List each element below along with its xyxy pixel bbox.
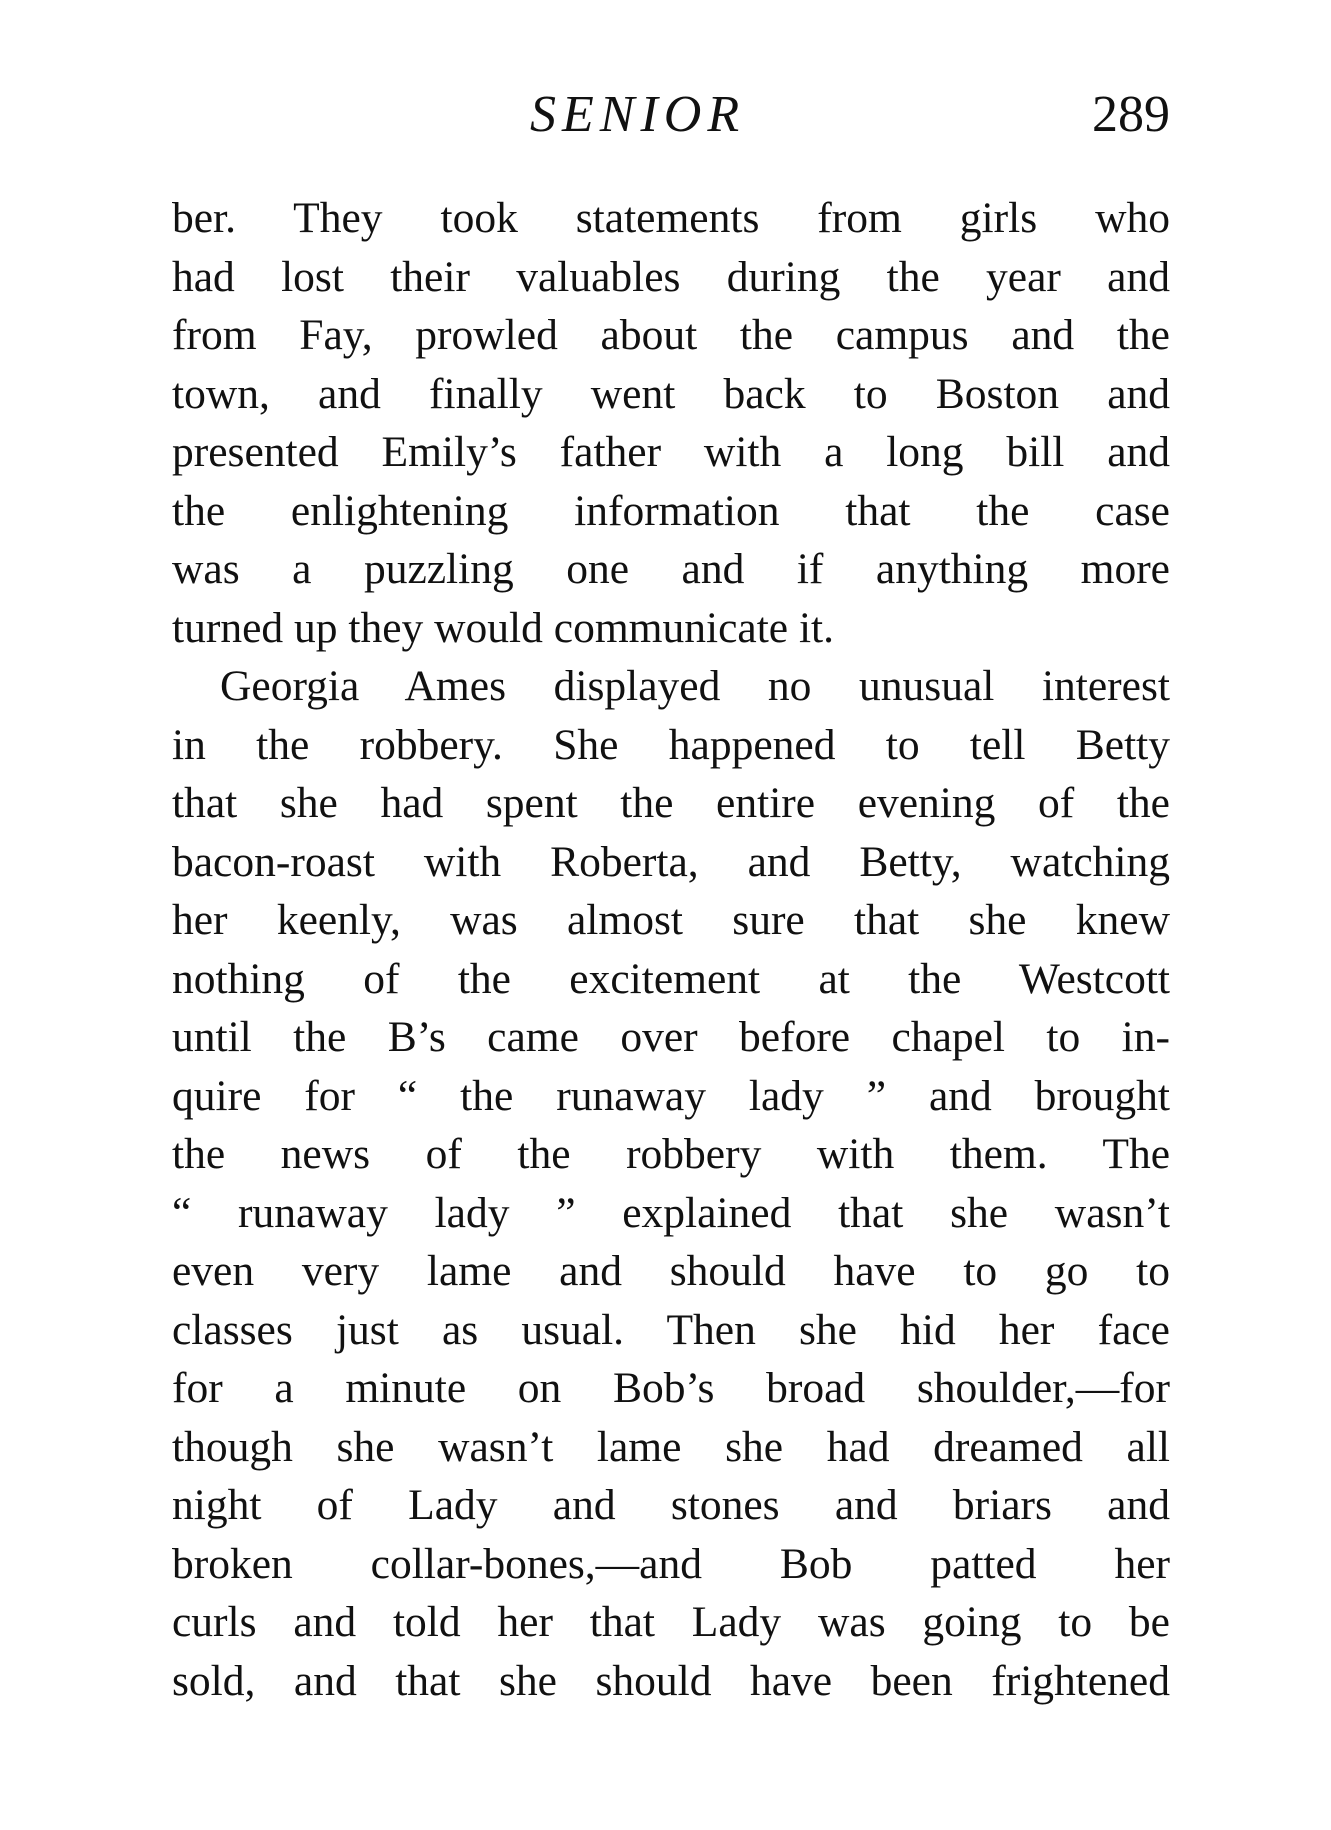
text-line: had lost their valuables during the year and: [172, 252, 1170, 301]
text-line: night of Lady and stones and briars and: [172, 1481, 1170, 1529]
text-line: broken collar-bones,—and Bob patted her: [172, 1539, 1170, 1588]
text-line: until the B’s came over before chapel to in-: [172, 1013, 1170, 1061]
text-line: was a puzzling one and if anything more: [172, 545, 1170, 593]
text-line: quire for “ the runaway lady ” and brought: [172, 1071, 1170, 1120]
text-line: that she had spent the entire evening of the: [172, 779, 1170, 827]
body-text: [172, 189, 1170, 1710]
text-line: nothing of the excitement at the Westcott: [172, 954, 1170, 1003]
text-line: even very lame and should have to go to: [172, 1247, 1170, 1295]
text-line: presented Emily’s father with a long bill and: [172, 428, 1170, 476]
text-line: the news of the robbery with them. The: [172, 1130, 1170, 1178]
text-line: from Fay, prowled about the campus and the: [172, 311, 1170, 359]
text-line: sold, and that she should have been frightened: [172, 1656, 1170, 1705]
text-line: “ runaway lady ” explained that she wasn’t: [172, 1188, 1170, 1237]
text-line: her keenly, was almost sure that she knew: [172, 896, 1170, 944]
text-line: though she wasn’t lame she had dreamed all: [172, 1422, 1170, 1471]
running-title: SENIOR: [530, 86, 746, 143]
text-line: Georgia Ames displayed no unusual interest: [220, 662, 1170, 710]
paragraph-1: [172, 189, 1170, 657]
text-line: classes just as usual. Then she hid her face: [172, 1305, 1170, 1354]
text-line: bacon-roast with Roberta, and Betty, watching: [172, 837, 1170, 886]
text-line: ber. They took statements from girls who: [172, 194, 1170, 242]
text-line: curls and told her that Lady was going to be: [172, 1598, 1170, 1646]
page-number: 289: [1092, 86, 1170, 143]
text-line: turned up they would communicate it.: [172, 603, 835, 652]
text-line: in the robbery. She happened to tell Betty: [172, 720, 1170, 769]
running-head: [170, 80, 1170, 150]
paragraph-2: [172, 657, 1170, 1710]
text-line: for a minute on Bob’s broad shoulder,—for: [172, 1364, 1170, 1412]
text-line: the enlightening information that the case: [172, 486, 1170, 535]
text-line: town, and finally went back to Boston and: [172, 369, 1170, 418]
